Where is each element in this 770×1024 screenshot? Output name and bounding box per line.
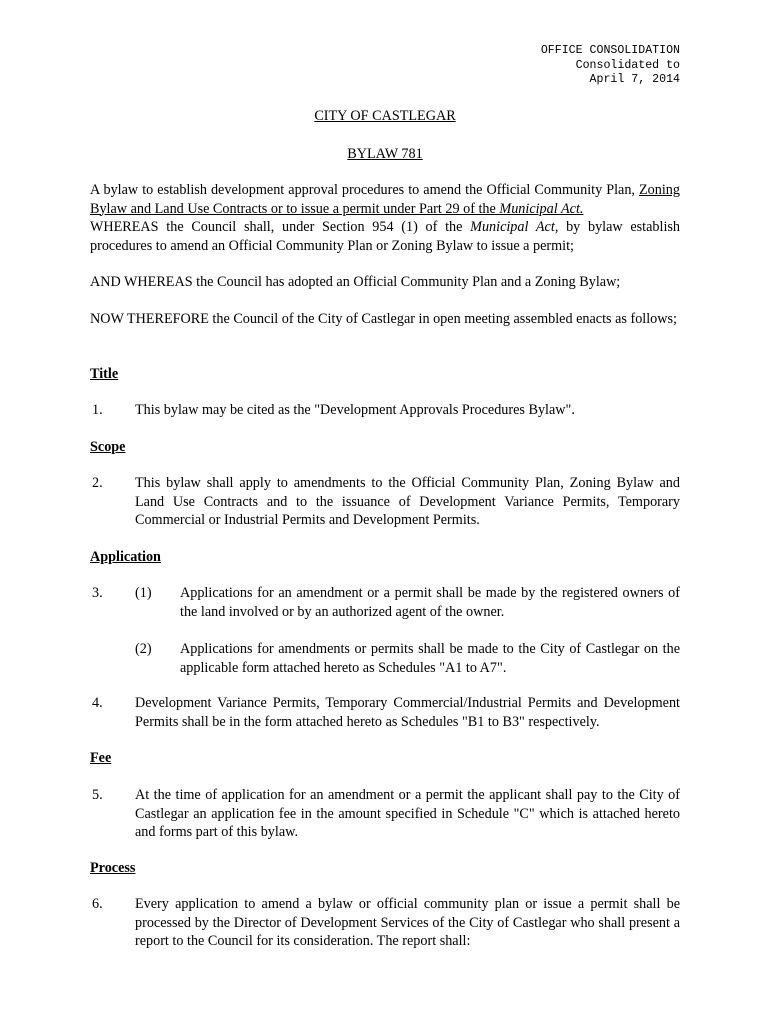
and-whereas-paragraph: AND WHEREAS the Council has adopted an Official Community Plan and a Zoning Bylaw; bbox=[90, 274, 621, 290]
heading-application: Application bbox=[90, 549, 161, 565]
bylaw-title: BYLAW 781 bbox=[347, 146, 423, 162]
act-name: Municipal Act bbox=[470, 219, 555, 235]
section-5-number: 5. bbox=[92, 787, 103, 803]
consolidation-line-1: OFFICE CONSOLIDATION bbox=[540, 44, 680, 57]
section-4-number: 4. bbox=[92, 695, 103, 711]
intro-underlined-text: Zoning Bylaw and Land Use Contracts or to issue a permit under Part 29 of the Municipal Act. bbox=[90, 182, 680, 217]
section-1-number: 1. bbox=[92, 402, 103, 418]
heading-title: Title bbox=[90, 366, 119, 382]
city-title: CITY OF CASTLEGAR bbox=[314, 108, 456, 124]
heading-fee: Fee bbox=[90, 750, 112, 766]
whereas-text-1: WHEREAS the Council shall, under Section 954 (1) of the bbox=[90, 219, 471, 235]
section-2-number: 2. bbox=[92, 475, 103, 491]
section-6-text: Every application to amend a bylaw or official community plan or issue a permit shall be processed by the Director of Development Services of the City of Castlegar who shall present a report to the Council for its consideration. The report shall: bbox=[135, 896, 680, 949]
consolidation-line-2: Consolidated to bbox=[575, 58, 680, 72]
consolidation-line-3: April 7, 2014 bbox=[589, 73, 680, 86]
heading-scope: Scope bbox=[90, 439, 126, 455]
now-therefore-paragraph: NOW THEREFORE the Council of the City of Castlegar in open meeting assembled enacts as follows; bbox=[90, 311, 677, 327]
section-6-number: 6. bbox=[92, 896, 103, 912]
intro-paragraph bbox=[90, 181, 680, 255]
section-3-1-text: Applications for an amendment or a permit shall be made by the registered owners of the land involved or by an authorized agent of the owner. bbox=[180, 585, 680, 620]
section-3-2-text: Applications for amendments or permits shall be made to the City of Castlegar on the applicable form attached hereto as Schedules "A1 to A7". bbox=[180, 641, 680, 676]
section-5-text: At the time of application for an amendment or a permit the applicant shall pay to the City of Castlegar an application fee in the amount specified in Schedule "C" which is attached hereto and forms part of this bylaw. bbox=[135, 787, 680, 840]
heading-process: Process bbox=[90, 860, 136, 876]
section-3-1-number: (1) bbox=[135, 585, 152, 601]
section-1-text: This bylaw may be cited as the "Development Approvals Procedures Bylaw". bbox=[135, 402, 575, 418]
whereas-text-2: , by bylaw establish procedures to amend an Official Community Plan or Zoning Bylaw to issue a permit; bbox=[90, 219, 681, 254]
consolidation-notice bbox=[541, 44, 680, 88]
section-3-2-number: (2) bbox=[135, 641, 152, 657]
section-2-text: This bylaw shall apply to amendments to the Official Community Plan, Zoning Bylaw and Land Use Contracts and to the issuance of Development Variance Permits, Temporary Commercial or Industrial Permits and Development Permits. bbox=[135, 475, 680, 528]
intro-text-1: A bylaw to establish development approval procedures to amend the Official Community Plan, bbox=[90, 182, 640, 198]
section-4-text: Development Variance Permits, Temporary Commercial/Industrial Permits and Development Permits shall be in the form attached hereto as Schedules "B1 to B3" respectively. bbox=[135, 695, 680, 730]
section-3-number: 3. bbox=[92, 585, 103, 601]
